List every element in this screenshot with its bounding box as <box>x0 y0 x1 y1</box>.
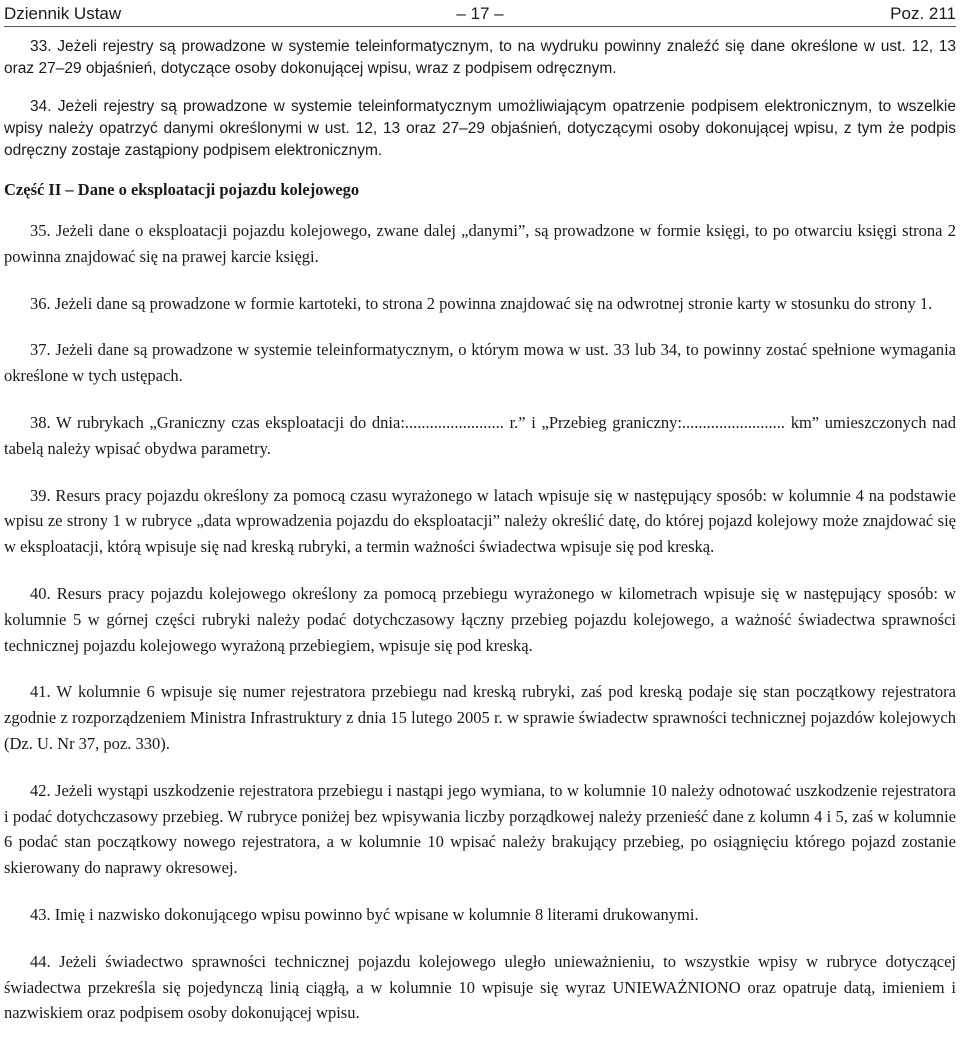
paragraph-43: 43. Imię i nazwisko dokonującego wpisu powinno być wpisane w kolumnie 8 literami drukowanymi. <box>30 904 699 924</box>
page-header <box>4 2 956 27</box>
paragraph-37: 37. Jeżeli dane są prowadzone w systemie teleinformatycznym, o którym mowa w ust. 33 lub 34, to powinny zostać spełnione wymagania określone w tych ustępach. <box>4 340 956 386</box>
paragraph-44: 44. Jeżeli świadectwo sprawności technicznej pojazdu kolejowego uległo unieważnieniu, to wszystkie wpisy w rubryce dotyczącej świadectwa przekreśla się pojedynczą linią ciągłą, a w kolumnie 10 wpisuje się wyraz UNIEWAŻNIONO oraz opatruje datą, imieniem i nazwiskiem oraz podpisem osoby dokonującej wpisu. <box>4 951 956 1023</box>
paragraph-35: 35. Jeżeli dane o eksploatacji pojazdu kolejowego, zwane dalej „danymi”, są prowadzone w formie księgi, to po otwarciu księgi strona 2 powinna znajdować się na prawej karcie księgi. <box>4 221 956 266</box>
paragraph-41: 41. W kolumnie 6 wpisuje się numer rejestratora przebiegu nad kreską rubryki, zaś pod kreską podaje się stan początkowy rejestratora zgodnie z rozporządzeniem Ministra Infrastruktury z dnia 15 lutego 2005 r. w sprawie świadectw sprawności technicznej pojazdów kolejowych (Dz. U. Nr 37, poz. 330). <box>4 682 956 753</box>
paragraph-38: 38. W rubrykach „Graniczny czas eksploatacji do dnia:........................ r.” i „Przebieg graniczny:......................... km” umieszczonych nad tabelą należy wpisać obydwa parametry. <box>4 412 956 458</box>
paragraph-39: 39. Resurs pracy pojazdu określony za pomocą czasu wyrażonego w latach wpisuje się w następujący sposób: w kolumnie 4 na podstawie wpisu ze strony 1 w rubryce „data wprowadzenia pojazdu do eksploatacji” należy określić datę, do której pojazd kolejowy może znajdować się w eksploatacji, którą wpisuje się nad kreską rubryki, a termin ważności świadectwa wpisuje się pod kreską. <box>4 485 956 557</box>
paragraph-40: 40. Resurs pracy pojazdu kolejowego określony za pomocą przebiegu wyrażonego w kilometrach wpisuje się w następujący sposób: w kolumnie 5 w górnej części rubryki należy podać dotychczasowy łączny przebieg pojazdu kolejowego, a ważność świadectwa sprawności technicznej pojazdu kolejowego wyrażoną przebiegiem, wpisuje się pod kreską. <box>4 583 956 655</box>
paragraph-36: 36. Jeżeli dane są prowadzone w formie kartoteki, to strona 2 powinna znajdować się na odwrotnej stronie karty w stosunku do strony 1. <box>30 293 933 313</box>
section-title: Część II – Dane o eksploatacji pojazdu kolejowego <box>4 180 360 199</box>
paragraph-33: 33. Jeżeli rejestry są prowadzone w systemie teleinformatycznym, to na wydruku powinny znaleźć się dane określone w ust. 12, 13 oraz 27–29 objaśnień, dotyczące osoby dokonującej wpisu, wraz z podpisem odręcznym. <box>4 38 956 77</box>
part-two-paragraphs <box>4 218 956 1026</box>
position-number: Poz. 211 <box>890 4 956 23</box>
part-one-paragraphs <box>4 36 956 162</box>
page-number: – 17 – <box>456 4 504 23</box>
paragraph-34: 34. Jeżeli rejestry są prowadzone w systemie teleinformatycznym umożliwiającym opatrzenie podpisem elektronicznym, to wszelkie wpisy należy opatrzyć danymi określonymi w ust. 12, 13 oraz 27–29 objaśnień, dotyczącymi osoby dokonującej wpisu, z tym że podpis odręczny zostaje zastąpiony podpisem elektronicznym. <box>4 98 956 159</box>
journal-name: Dziennik Ustaw <box>4 4 122 23</box>
document-body <box>4 36 956 1047</box>
paragraph-42: 42. Jeżeli wystąpi uszkodzenie rejestratora przebiegu i nastąpi jego wymiana, to w kolumnie 10 należy odnotować uszkodzenie rejestratora i podać dotychczasowy przebieg. W rubryce poniżej bez wpisywania liczby porządkowej należy przenieść dane z kolumn 4 i 5, zaś w kolumnie 6 podać stan początkowy nowego rejestratora, a w kolumnie 10 wpisać należy brakujący przebieg, po osiągnięciu którego pojazd zostanie skierowany do naprawy okresowej. <box>4 780 956 878</box>
